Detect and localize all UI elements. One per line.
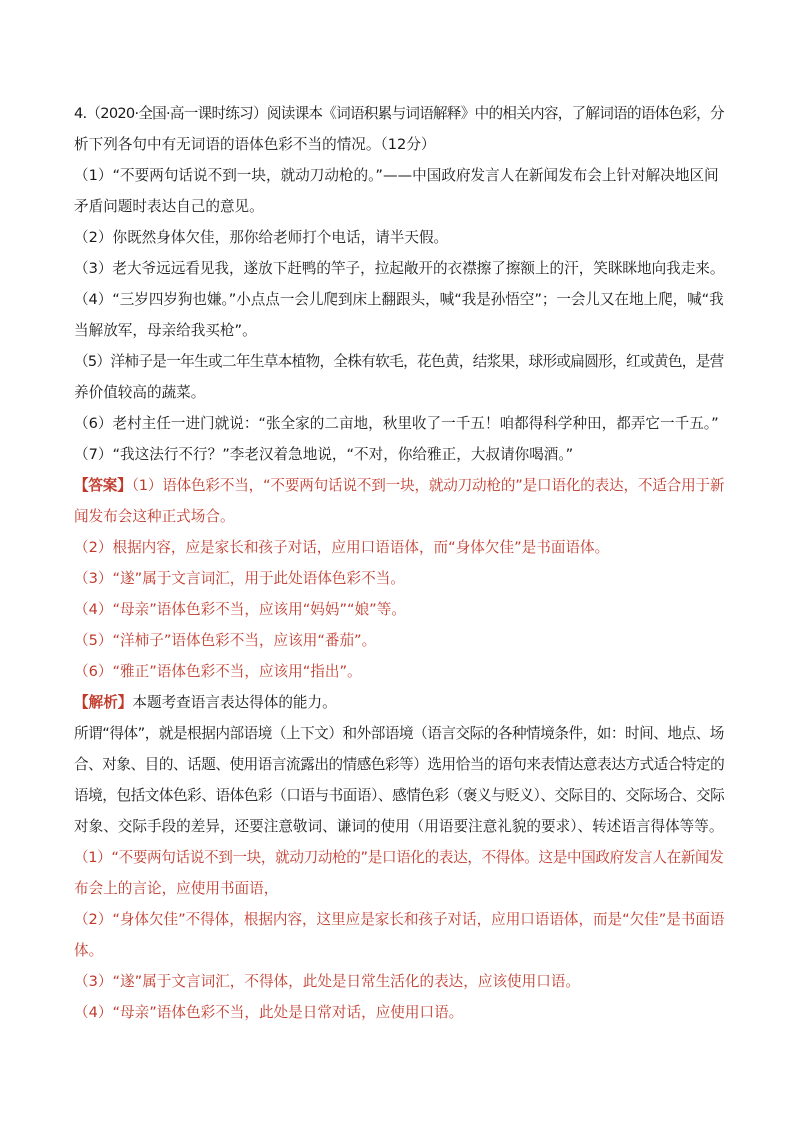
analysis-answer-line: 布会上的言论，应使用书面语， [74,880,279,897]
answer-line [74,470,724,501]
analysis-answer-line: 体。 [74,942,104,959]
sentence-line: （1）“不要两句话说不到一块，就动刀动枪的。”——中国政府发言人在新闻发布会上针对解决地区间 [74,167,719,184]
answer-line: （3）“遂”属于文言词汇，用于此处语体色彩不当。 [74,570,405,587]
question-stem-line-2: 析下列各句中有无词语的语体色彩不当的情况。（12分） [74,136,436,153]
sentence-line: 当解放军，母亲给我买枪”。 [74,322,257,339]
sentence-line: 矛盾问题时表达自己的意见。 [74,198,264,215]
answer-line: （4）“母亲”语体色彩不当，应该用“妈妈”“娘”等。 [74,601,406,618]
sentence-line: （6）老村主任一进门就说：“张全家的二亩地，秋里收了一千五！咱都得科学种田，都弄它一千五。” [74,415,719,432]
analysis-line: 语境，包括文体色彩、语体色彩（口语与书面语）、感情色彩（褒义与贬义）、交际目的、交际场合、交际 [74,787,725,804]
answer-line: 闻发布会这种正式场合。 [74,508,235,525]
analysis-answer-line: （3）“遂”属于文言词汇，不得体，此处是日常生活化的表达，应该使用口语。 [74,973,581,990]
question-content [74,98,724,1028]
analysis-first: 本题考查语言表达得体的能力。 [132,694,337,711]
answer-first: （1）语体色彩不当，“不要两句话说不到一块，就动刀动枪的”是口语化的表达，不适合用于新 [131,477,725,494]
analysis-answer-line: （4）“母亲”语体色彩不当，此处是日常对话，应使用口语。 [74,1004,464,1021]
analysis-answer-line: （1）“不要两句话说不到一块，就动刀动枪的”是口语化的表达，不得体。这是中国政府发言人在新闻发 [74,849,724,866]
sentence-line: （7）“我这法行不行？”李老汉着急地说，“不对，你给雅正，大叔请你喝酒。” [74,446,574,463]
analysis-tag: 【解析】 [74,694,133,711]
answer-line: （5）“洋柿子”语体色彩不当，应该用“番茄”。 [74,632,377,649]
analysis-line: 对象、交际手段的差异，还要注意敬词、谦词的使用（用语要注意礼貌的要求）、转述语言得体等等。 [74,818,724,835]
question-stem-line-1: 4.（2020·全国·高一课时练习）阅读课本《词语积累与词语解释》中的相关内容，了解词语的语体色彩，分 [74,105,724,122]
analysis-line: 所谓“得体”，就是根据内部语境（上下文）和外部语境（语言交际的各种情境条件，如：时间、地点、场 [74,725,724,742]
answer-line: （2）根据内容，应是家长和孩子对话，应用口语语体，而“身体欠佳”是书面语体。 [74,539,610,556]
sentence-line: 养价值较高的蔬菜。 [74,384,206,401]
sentence-line: （3）老大爷远远看见我，遂放下赶鸭的竿子，拉起敞开的衣襟擦了擦额上的汗，笑眯眯地向我走来。 [74,260,725,277]
analysis-line: 合、对象、目的、话题、使用语言流露出的情感色彩等）选用恰当的语句来表情达意表达方式适合特定的 [74,756,725,773]
sentence-line: （4）“三岁四岁狗也嫌。”小点点一会儿爬到床上翻跟头，喊“我是孙悟空”；一会儿又在地上爬，喊“我 [74,291,724,308]
analysis-line [74,687,724,718]
sentence-line: （5）洋柿子是一年生或二年生草本植物，全株有软毛，花色黄，结浆果，球形或扁圆形，红或黄色，是营 [74,353,724,370]
analysis-answer-line: （2）“身体欠佳”不得体，根据内容，这里应是家长和孩子对话，应用口语语体，而是“欠佳”是书面语 [74,911,725,928]
sentence-line: （2）你既然身体欠佳，那你给老师打个电话，请半天假。 [74,229,449,246]
answer-tag: 【答案】 [74,477,132,494]
answer-line: （6）“雅正”语体色彩不当，应该用“指出”。 [74,663,362,680]
